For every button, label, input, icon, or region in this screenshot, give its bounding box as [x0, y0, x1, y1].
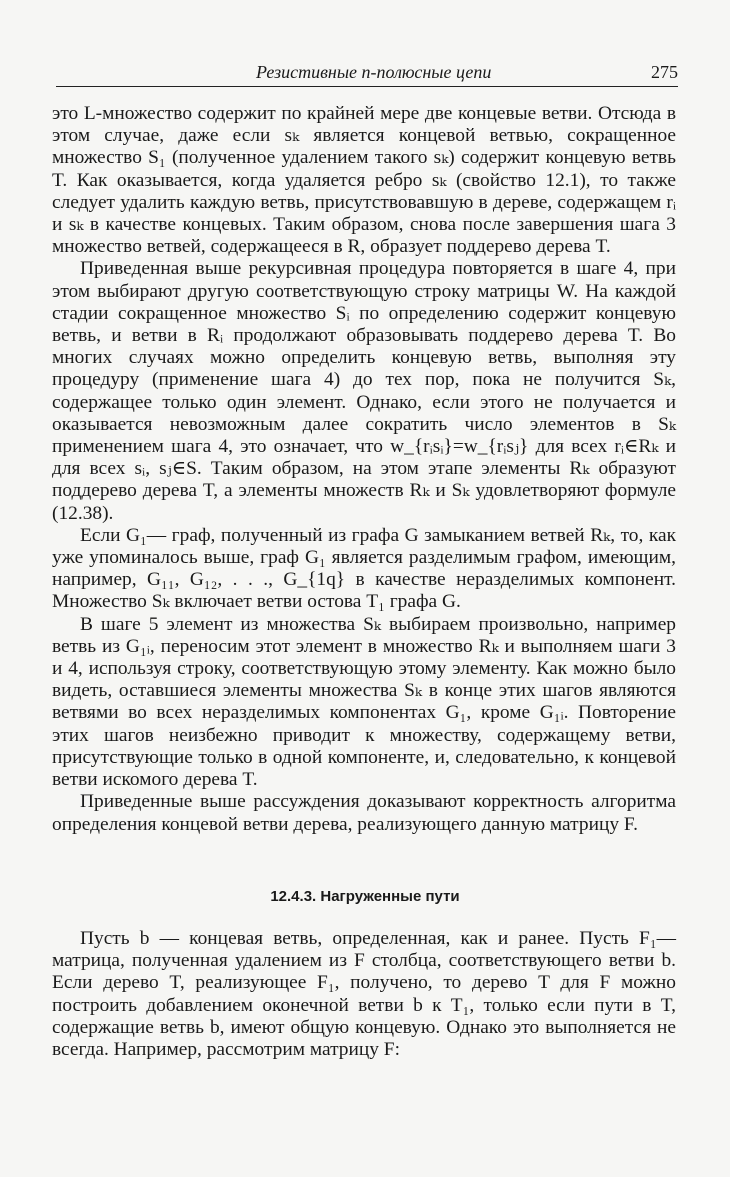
paragraph: это L-множество содержит по крайней мере две концевые ветви. Отсюда в этом случае, даже если sₖ является концевой ветвью, сокращенное множество S₁ (полученное удалением такого sₖ) содержит концевую ветвь T. Как оказывается, когда удаляется ребро sₖ (свойство 12.1), то также следует удалить каждую ветвь, присутствовавшую в дереве, содержащем rᵢ и sₖ в качестве концевых. Таким образом, снова после завершения шага 3 множество ветвей, содержащееся в R, образует поддерево дерева T. [52, 103, 676, 258]
body-text-bottom [52, 928, 676, 1061]
body-text-top [52, 103, 676, 836]
section-heading: 12.4.3. Нагруженные пути [270, 888, 460, 905]
page-number: 275 [651, 62, 678, 82]
paragraph: Если G₁— граф, полученный из графа G замыканием ветвей Rₖ, то, как уже упоминалось выше, граф G₁ является разделимым графом, имеющим, например, G₁₁, G₁₂, . . ., G_{1q} в качестве неразделимых компонент. Множество Sₖ включает ветви остова T₁ графа G. [52, 524, 676, 613]
paragraph: Пусть b — концевая ветвь, определенная, как и ранее. Пусть F₁— матрица, полученная удалением из F столбца, соответствующего ветви b. Если дерево T, реализующее F₁, получено, то дерево T для F можно построить добавлением оконечной ветви b к T₁, только если пути в T, содержащие ветвь b, имеют общую концевую. Однако это выполняется не всегда. Например, рассмотрим матрицу F: [52, 928, 676, 1061]
page-header [56, 60, 678, 87]
paragraph: Приведенная выше рекурсивная процедура повторяется в шаге 4, при этом выбирают другую соответствующую строку матрицы W. На каждой стадии сокращенное множество Sᵢ по определению содержит концевую ветвь, и ветви в Rᵢ продолжают образовывать поддерево дерева T. Во многих случаях можно определить концевую ветвь, выполняя эту процедуру (применение шага 4) до тех пор, пока не получится Sₖ, содержащее только один элемент. Однако, если этого не получается и оказывается невозможным далее сократить число элементов в Sₖ применением шага 4, это означает, что w_{rᵢsᵢ}=w_{rᵢsⱼ} для всех rᵢ∈Rₖ и для всех sᵢ, sⱼ∈S. Таким образом, на этом этапе элементы Rₖ образуют поддерево дерева T, а элементы множеств Rₖ и Sₖ удовлетворяют формуле (12.38). [52, 258, 676, 524]
running-title: Резистивные n-полюсные цепи [256, 62, 492, 82]
paragraph: В шаге 5 элемент из множества Sₖ выбираем произвольно, например ветвь из G₁ᵢ, переносим этот элемент в множество Rₖ и выполняем шаги 3 и 4, используя строку, соответствующую этому элементу. Как можно было видеть, оставшиеся элементы множества Sₖ в конце этих шагов являются ветвями во всех неразделимых компонентах G₁, кроме G₁ᵢ. Повторение этих шагов неизбежно приводит к множеству, содержащему ветви, присутствующие только в одной компоненте, и, следовательно, к концевой ветви искомого дерева T. [52, 613, 676, 791]
paragraph: Приведенные выше рассуждения доказывают корректность алгоритма определения концевой ветви дерева, реализующего данную матрицу F. [52, 791, 676, 835]
